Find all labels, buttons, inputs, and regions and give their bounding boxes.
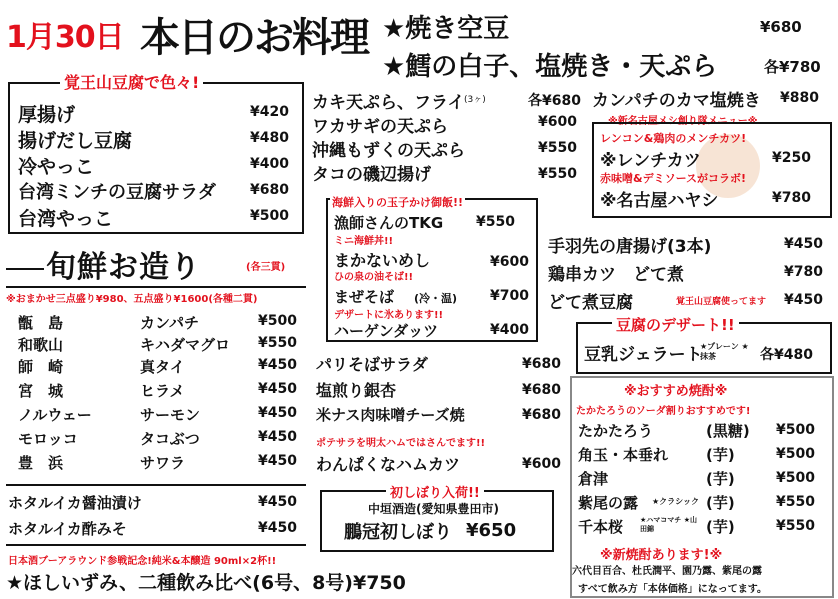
table-row-origin: 師 崎: [18, 358, 64, 376]
table-row-origin: 豊 浜: [18, 454, 64, 472]
table-row-price: ¥450: [258, 429, 297, 445]
list-item: 台湾やっこ: [18, 208, 114, 230]
table-row-type: (芋): [706, 494, 735, 512]
table-row-price: ¥500: [776, 470, 815, 486]
dessert-flavors: ★プレーン ★抹茶: [700, 342, 749, 361]
table-row-price: ¥450: [258, 381, 297, 397]
nagoya-note-1: レンコン&鶏肉のメンチカツ!: [600, 132, 747, 145]
table-row-price: ¥500: [776, 422, 815, 438]
seafood-item-3-note: (冷・温): [414, 292, 458, 305]
seafood-item-4: ハーゲンダッツ: [334, 322, 439, 340]
hotaru-top-line: [6, 484, 306, 486]
dessert-heading: 豆腐のデザート!!: [612, 314, 739, 335]
table-row-type: (黒糖): [706, 422, 750, 440]
potato-price: ¥600: [522, 456, 561, 472]
list-item: 鶏串カツ どて煮: [548, 265, 684, 285]
list-item: タコの磯辺揚げ: [312, 165, 431, 185]
table-row-origin: モロッコ: [18, 430, 78, 448]
potato-note: ポテサラを明太ハムではさんでます!!: [316, 438, 486, 449]
list-item-price: ¥680: [522, 382, 561, 398]
dessert-item: 豆乳ジェラート: [584, 345, 703, 365]
table-row-price: ¥450: [258, 357, 297, 373]
list-item: カキ天ぷら、フライ: [312, 93, 465, 113]
footer-note: すべて飲み方「本体価格」になってます。: [578, 584, 767, 595]
table-row-type: (芋): [706, 518, 735, 536]
sashimi-underline: [6, 286, 306, 288]
new-shochu-note: ※新焼酎あります!※: [600, 548, 723, 563]
list-item-price: ¥550: [538, 140, 577, 156]
seafood-item-1-price: ¥550: [476, 214, 515, 230]
nagoya-item-2-price: ¥780: [772, 190, 811, 206]
sashimi-heading: 旬鮮お造り: [46, 250, 201, 285]
table-row-sub: ★ハマコマチ ★山田錦: [640, 516, 697, 533]
nagoya-heading: ※新名古屋メシ創り隊メニュー※: [608, 116, 758, 127]
list-item-price: ¥680: [250, 182, 289, 198]
list-item: パリそばサラダ: [316, 355, 428, 374]
special-item-2-price: 各¥780: [764, 58, 821, 76]
table-row-origin: 宮 城: [18, 382, 64, 400]
table-row-fish: サーモン: [140, 406, 201, 424]
list-item: ホタルイカ醤油漬け: [8, 494, 142, 512]
seafood-note-1: ミニ海鮮丼!!: [334, 236, 394, 247]
list-item: 手羽先の唐揚げ(3本): [548, 237, 712, 257]
seafood-note-3: デザートに氷あります!!: [334, 310, 444, 321]
shiboritate-name: 鵬冠初しぼり: [344, 522, 452, 543]
table-row-fish: カンパチ: [140, 314, 199, 332]
table-row-origin: 甑 島: [18, 314, 64, 332]
sashimi-divider: [6, 268, 44, 270]
kanpachi-item: カンパチのカマ塩焼き: [592, 91, 761, 111]
nagoya-item-1-price: ¥250: [772, 150, 811, 166]
seafood-heading: 海鮮入りの玉子かけ御飯!!: [332, 196, 464, 209]
nagoya-item-2: ※名古屋ハヤシ: [600, 191, 719, 211]
new-shochu-list: 六代目百合、杜氏潤平、園乃露、紫尾の露: [572, 566, 762, 577]
shiboritate-brewery: 中垣酒造(愛知県豊田市): [368, 502, 499, 516]
list-item-price: ¥480: [250, 130, 289, 146]
list-item-price: ¥500: [250, 208, 289, 224]
dote-note: 覚王山豆腐使ってます: [676, 297, 767, 307]
shiboritate-heading: 初しぼり入荷!!: [386, 482, 484, 501]
list-item-price: ¥680: [522, 356, 561, 372]
sashimi-note: ※おまかせ三点盛り¥980、五点盛り¥1600(各種二貫): [6, 294, 258, 305]
tofu-heading: 覚王山豆腐で色々!: [60, 70, 203, 93]
list-item: 揚げだし豆腐: [18, 130, 133, 152]
table-row-name: 倉津: [578, 470, 609, 488]
seafood-item-4-price: ¥400: [490, 322, 529, 338]
table-row-fish: サワラ: [140, 454, 186, 472]
nagoya-note-2: 赤味噌&デミソースがコラボ!: [600, 172, 747, 185]
table-row-type: (芋): [706, 470, 735, 488]
potato-item: わんぱくなハムカツ: [316, 455, 461, 474]
table-row-type: (芋): [706, 446, 735, 464]
table-row-name: 千本桜: [578, 518, 624, 536]
table-row-price: ¥550: [776, 518, 815, 534]
seafood-item-3-price: ¥700: [490, 288, 529, 304]
special-item-2: ★鱈の白子、塩焼き・天ぷら: [382, 52, 718, 82]
list-item: 米ナス肉味噌チーズ焼: [316, 406, 465, 424]
list-item-price: ¥420: [250, 104, 289, 120]
shochu-heading: ※おすすめ焼酎※: [624, 384, 728, 399]
seafood-item-1: 漁師さんのTKG: [334, 214, 444, 232]
special-item-1-price: ¥680: [760, 18, 802, 36]
table-row-fish: キハダマグロ: [140, 336, 231, 354]
kanpachi-price: ¥880: [780, 90, 819, 106]
list-item-price: ¥450: [784, 236, 823, 252]
dessert-price: 各¥480: [760, 347, 813, 363]
list-item-note: (3ヶ): [464, 95, 486, 105]
page-title: 本日のお料理: [140, 15, 368, 61]
table-row-price: ¥550: [776, 494, 815, 510]
list-item-price: ¥600: [538, 114, 577, 130]
list-item-price: ¥450: [258, 520, 297, 536]
table-row-origin: ノルウェー: [18, 406, 92, 424]
table-row-fish: 真タイ: [140, 358, 185, 376]
sashimi-heading-note: (各三貫): [246, 262, 286, 273]
list-item: 冷やっこ: [18, 156, 95, 178]
list-item: どて煮豆腐: [548, 293, 633, 313]
seafood-note-2: ひの泉の油そば!!: [334, 272, 414, 283]
table-row-sub: ★クラシック: [652, 497, 700, 506]
table-row-fish: タコぶつ: [140, 430, 200, 448]
list-item: ホタルイカ酢みそ: [8, 520, 127, 538]
list-item-price: ¥450: [258, 494, 297, 510]
table-row-price: ¥550: [258, 335, 297, 351]
table-row-origin: 和歌山: [18, 336, 64, 354]
sake-promo-line: ★ほしいずみ、二種飲み比べ(6号、8号)¥750: [6, 572, 406, 594]
list-item-price: 各¥680: [528, 93, 581, 109]
list-item-price: ¥550: [538, 166, 577, 182]
list-item-price: ¥400: [250, 156, 289, 172]
special-item-1: ★焼き空豆: [382, 14, 510, 44]
shiboritate-price: ¥650: [466, 520, 517, 541]
hotaru-bottom-line: [6, 544, 306, 546]
list-item-price: ¥680: [522, 407, 561, 423]
list-item-price: ¥780: [784, 264, 823, 280]
table-row-price: ¥450: [258, 453, 297, 469]
seafood-item-2: まかないめし: [334, 251, 431, 270]
table-row-price: ¥500: [258, 313, 297, 329]
date-label: 1月30日: [6, 20, 124, 55]
seafood-item-3: まぜそば: [334, 288, 395, 306]
table-row-price: ¥500: [776, 446, 815, 462]
list-item: 台湾ミンチの豆腐サラダ: [18, 182, 216, 203]
table-row-name: 紫尾の露: [578, 494, 639, 512]
list-item: ワカサギの天ぷら: [312, 117, 448, 137]
list-item: 塩煎り銀杏: [316, 381, 397, 400]
seafood-item-2-price: ¥600: [490, 254, 529, 270]
shochu-note: たかたろうのソーダ割りおすすめです!: [576, 406, 751, 417]
sake-promo-note: 日本酒ブーアラウンド参戦記念!純米&本醸造 90ml×2杯!!: [8, 556, 277, 567]
table-row-fish: ヒラメ: [140, 382, 185, 400]
table-row-price: ¥450: [258, 405, 297, 421]
table-row-name: たかたろう: [578, 422, 654, 440]
table-row-name: 角玉・本垂れ: [578, 446, 669, 464]
nagoya-item-1: ※レンチカツ: [600, 151, 701, 171]
list-item: 沖縄もずくの天ぷら: [312, 141, 465, 161]
list-item-price: ¥450: [784, 292, 823, 308]
list-item: 厚揚げ: [18, 104, 76, 126]
